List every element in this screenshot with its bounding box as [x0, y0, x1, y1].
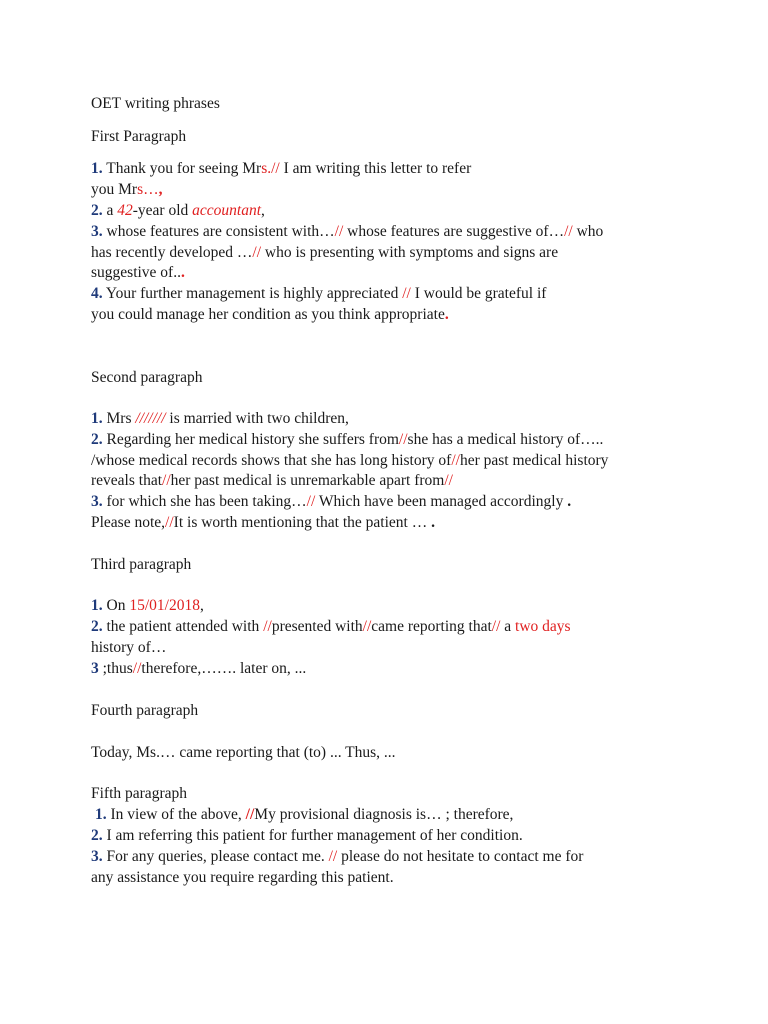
p5-line-2: 2. I am referring this patient for further management of her condition.	[91, 827, 523, 844]
separator: //	[451, 452, 460, 469]
p5-line-4: any assistance you require regarding this patient.	[91, 869, 394, 886]
item-number: 1.	[91, 410, 103, 427]
highlight: s.//	[261, 160, 280, 177]
separator: //	[245, 806, 255, 823]
separator: //	[398, 431, 408, 448]
item-number: 3.	[91, 493, 103, 510]
separator: //	[165, 514, 174, 531]
separator: //	[334, 223, 344, 240]
heading-fifth-paragraph: Fifth paragraph	[91, 785, 187, 802]
separator: //	[564, 223, 573, 240]
highlight: .	[180, 264, 185, 281]
highlight: two days	[515, 618, 571, 635]
item-number: 3.	[91, 223, 103, 240]
p3-line-3: history of…	[91, 639, 167, 656]
p1-line-4: 3. whose features are consistent with…// whose features are suggestive of…// who	[91, 223, 604, 240]
p5-line-3: 3. For any queries, please contact me. // please do not hesitate to contact me for	[91, 848, 584, 865]
item-number: 2.	[91, 827, 103, 844]
p1-line-6: suggestive of...	[91, 264, 185, 281]
highlight: ,	[158, 181, 163, 198]
highlight: accountant	[192, 202, 262, 219]
separator: //	[162, 472, 171, 489]
item-number: 3	[91, 660, 99, 677]
p2-line-2: 2. Regarding her medical history she suffers from//she has a medical history of…..	[91, 431, 604, 448]
p3-line-1: 1. On 15/01/2018,	[91, 597, 204, 614]
p2-line-6: Please note,//It is worth mentioning that the patient … .	[91, 514, 435, 531]
item-number: 1.	[91, 160, 103, 177]
separator: //	[263, 618, 272, 635]
p3-line-2: 2. the patient attended with //presented with//came reporting that// a two days	[91, 618, 571, 635]
separator: //	[402, 285, 411, 302]
item-number: 2.	[91, 202, 103, 219]
separator: //	[444, 472, 453, 489]
highlight: 42	[117, 202, 133, 219]
document-title: OET writing phrases	[91, 95, 220, 112]
separator: //	[328, 848, 338, 865]
highlight: s…	[137, 181, 159, 198]
item-number: 1.	[95, 806, 107, 823]
item-number: 2.	[91, 431, 103, 448]
highlight: .	[444, 306, 449, 323]
p1-line-1: 1. Thank you for seeing Mrs.// I am writing this letter to refer	[91, 160, 472, 177]
item-number: 2.	[91, 618, 103, 635]
p2-line-5: 3. for which she has been taking…// Which have been managed accordingly .	[91, 493, 572, 510]
p2-line-1: 1. Mrs /////// is married with two children,	[91, 410, 349, 427]
p1-line-7: 4. Your further management is highly appreciated // I would be grateful if	[91, 285, 547, 302]
separator: //	[132, 660, 142, 677]
separator: //	[491, 618, 501, 635]
p1-line-5: has recently developed …// who is presenting with symptoms and signs are	[91, 244, 559, 261]
heading-third-paragraph: Third paragraph	[91, 556, 192, 573]
p2-line-3: /whose medical records shows that she has long history of//her past medical history	[91, 452, 609, 469]
p1-line-8: you could manage her condition as you think appropriate.	[91, 306, 449, 323]
separator: //	[252, 244, 262, 261]
highlight-date: 15/01/2018	[129, 597, 200, 614]
item-number: 3.	[91, 848, 103, 865]
period: .	[567, 493, 572, 510]
heading-fourth-paragraph: Fourth paragraph	[91, 702, 199, 719]
heading-second-paragraph: Second paragraph	[91, 369, 203, 386]
p3-line-4: 3 ;thus//therefore,……. later on, ...	[91, 660, 307, 677]
p5-line-1: 1. In view of the above, //My provisional diagnosis is… ; therefore,	[95, 806, 514, 823]
p1-line-3: 2. a 42-year old accountant,	[91, 202, 265, 219]
p4-line-1: Today, Ms.… came reporting that (to) ... Thus, ...	[91, 744, 396, 761]
highlight: ///////	[135, 410, 166, 427]
separator: //	[306, 493, 316, 510]
separator: //	[362, 618, 372, 635]
p1-line-2: you Mrs…,	[91, 181, 163, 198]
item-number: 1.	[91, 597, 103, 614]
heading-first-paragraph: First Paragraph	[91, 128, 187, 145]
period: .	[431, 514, 435, 531]
p2-line-4: reveals that//her past medical is unremarkable apart from//	[91, 472, 453, 489]
item-number: 4.	[91, 285, 103, 302]
